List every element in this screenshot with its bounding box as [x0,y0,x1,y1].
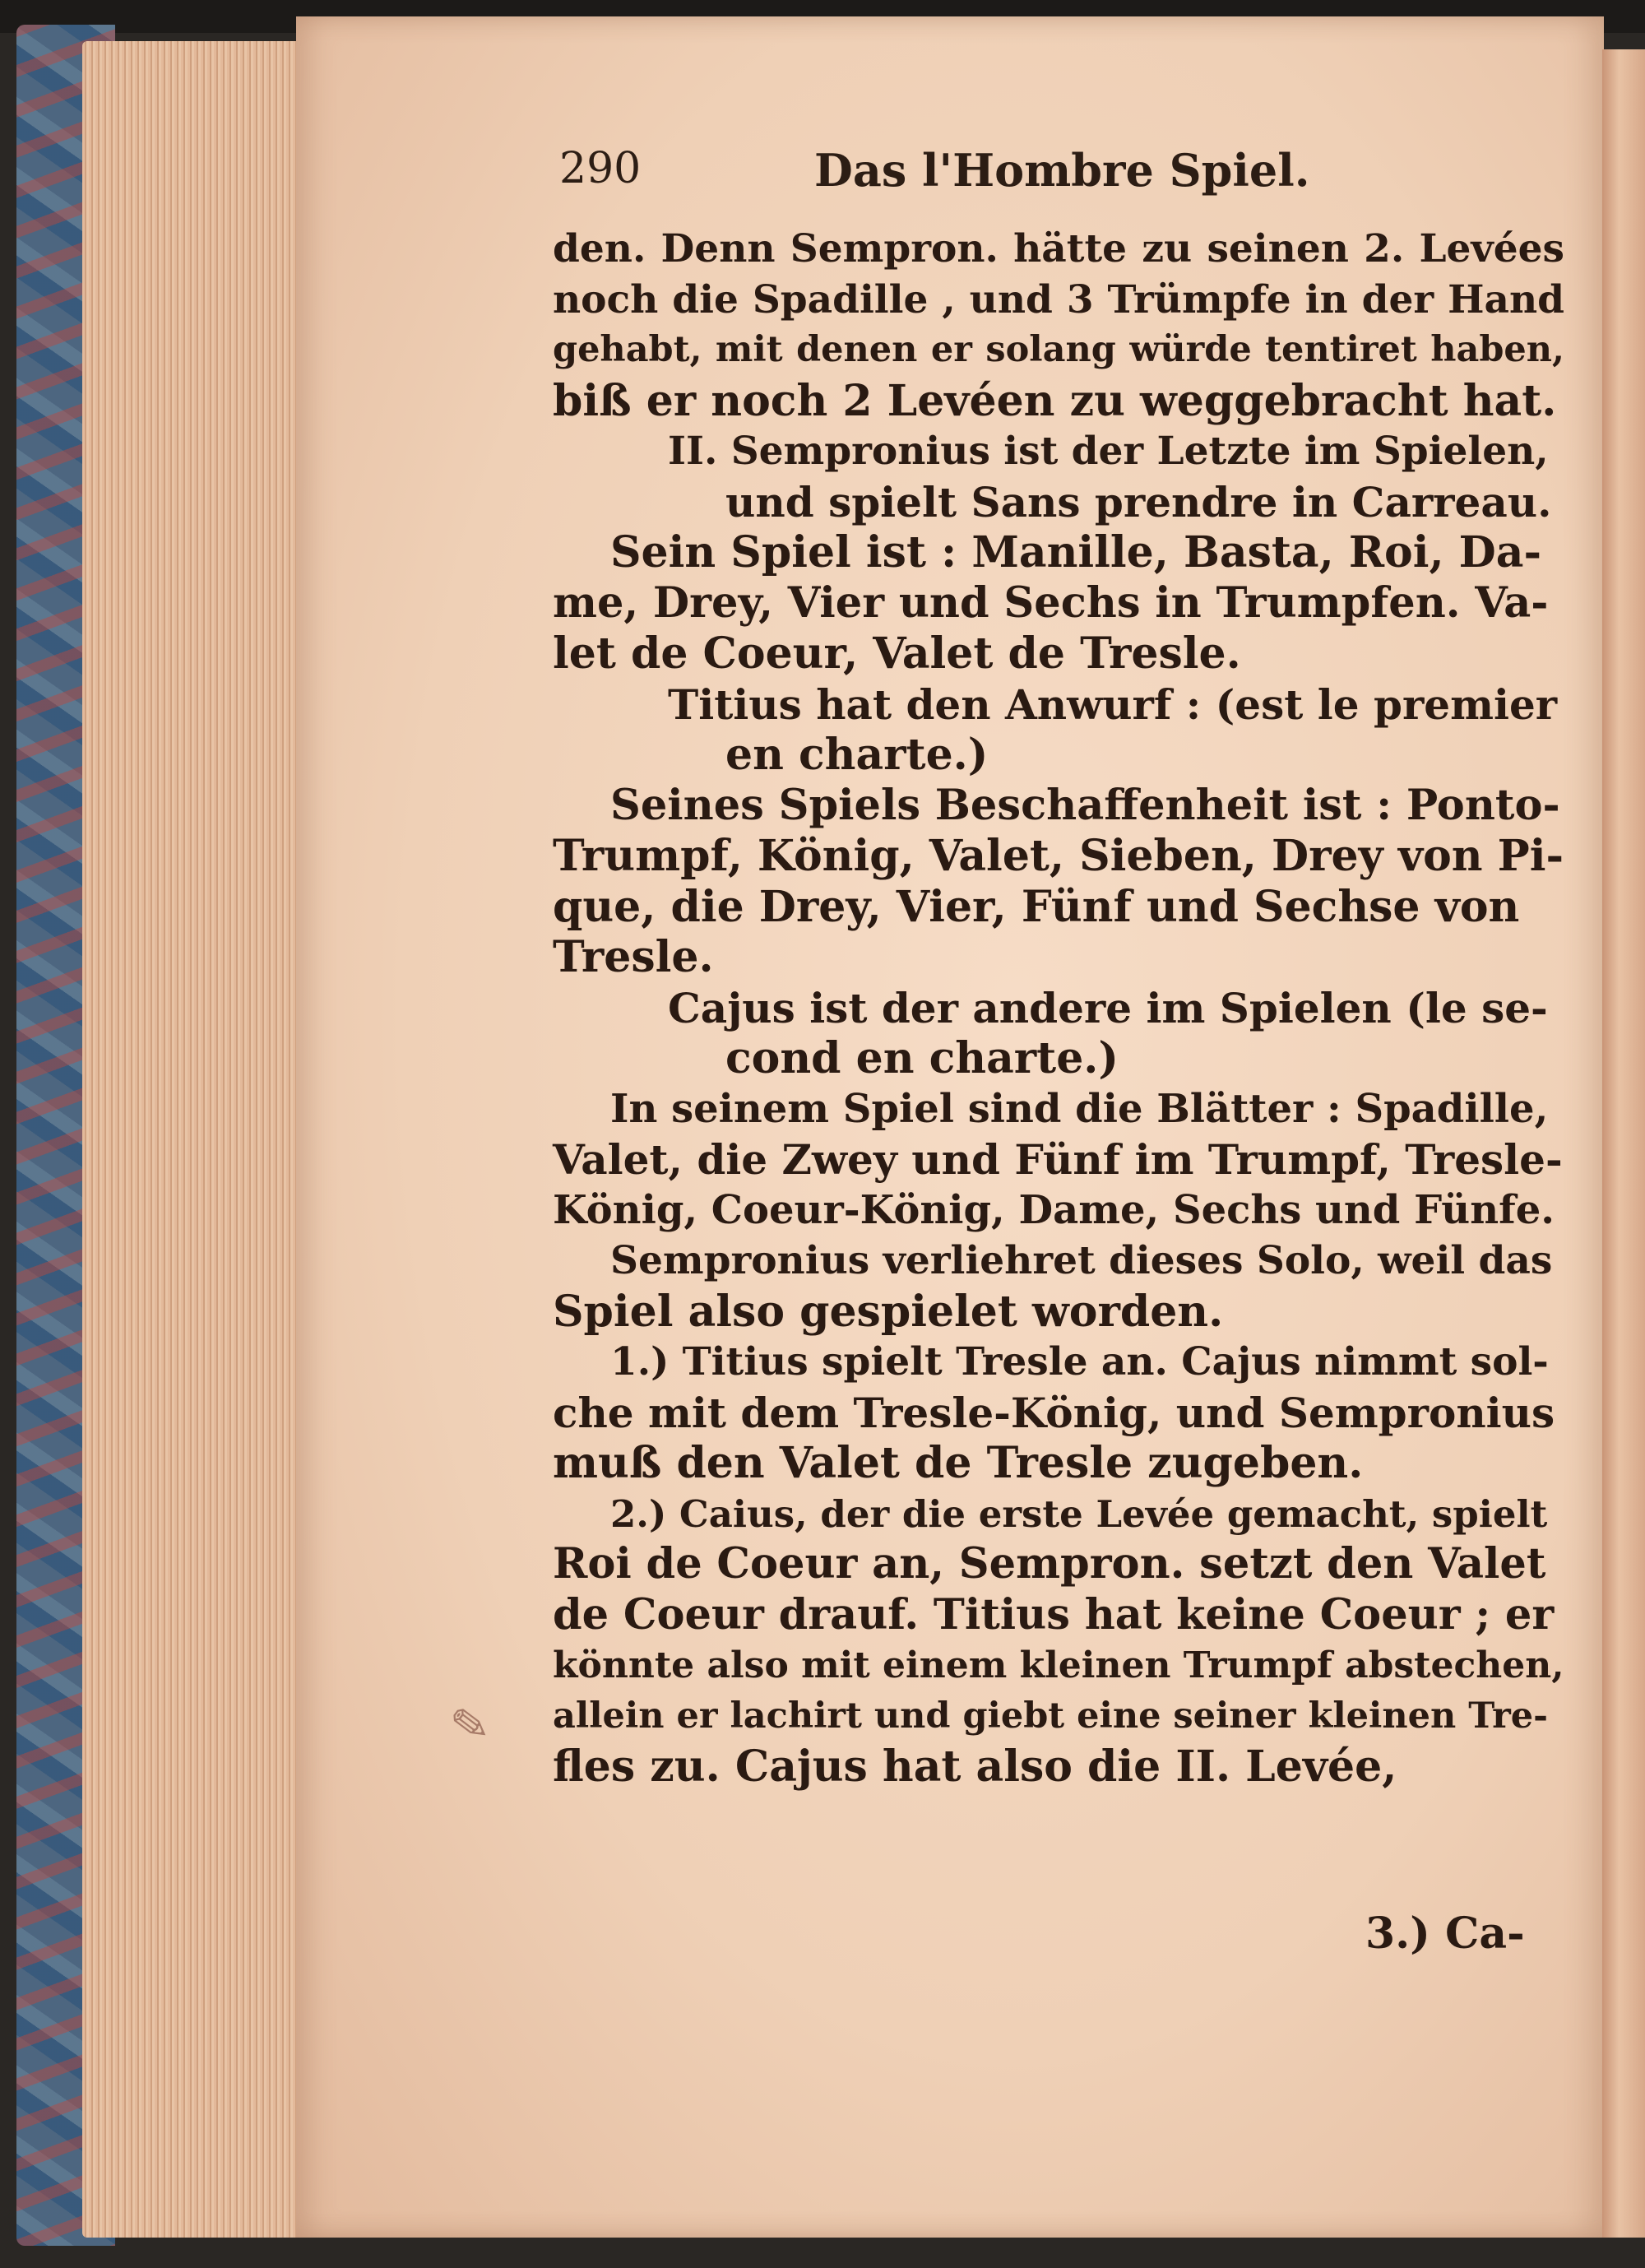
text-line: Sempronius verliehret dieses Solo, weil das [610,1238,1553,1283]
text-line: fles zu. Cajus hat also die II. Levée, [553,1742,1397,1792]
text-line: Titius hat den Anwurf : (est le premier [668,679,1558,729]
text-line: den. Denn Sempron. hätte zu seinen 2. Levées [553,226,1564,271]
page-header [559,144,1341,202]
text-line: en charte.) [725,730,989,780]
text-line: que, die Drey, Vier, Fünf und Sechse von [553,881,1520,932]
text-line: biß er noch 2 Levéen zu weggebracht hat. [553,375,1557,426]
text-line: let de Coeur, Valet de Tresle. [553,628,1241,679]
text-line: me, Drey, Vier und Sechs in Trumpfen. Va- [553,577,1549,628]
running-title: Das l'Hombre Spiel. [814,144,1310,197]
text-line: noch die Spadille , und 3 Trümpfe in der Hand [553,276,1564,322]
text-line: könnte also mit einem kleinen Trumpf abstechen, [553,1644,1564,1686]
text-line: In seinem Spiel sind die Blätter : Spadille, [610,1085,1549,1132]
facing-page-edge [1602,49,1645,2238]
text-line: cond en charte.) [725,1033,1119,1083]
text-line: Seines Spiels Beschaffenheit ist : Ponto- [610,780,1560,830]
text-line: Cajus ist der andere im Spielen (le se- [668,983,1548,1032]
catchword: 3.) Ca- [1365,1909,1525,1959]
text-line: 2.) Caius, der die erste Levée gemacht, spielt [610,1491,1548,1536]
text-line: Trumpf, König, Valet, Sieben, Drey von Pi- [553,831,1564,881]
text-line: König, Coeur-König, Dame, Sechs und Fünfe. [553,1186,1555,1233]
handwritten-mark-icon: ✎ [447,1696,494,1755]
text-line: muß den Valet de Tresle zugeben. [553,1438,1364,1488]
page-block-edges [82,41,313,2238]
text-line: und spielt Sans prendre in Carreau. [725,477,1552,526]
text-line: de Coeur drauf. Titius hat keine Coeur ; er [553,1589,1555,1640]
text-line: Valet, die Zwey und Fünf im Trumpf, Tresle- [553,1135,1563,1184]
body-text [553,224,1564,1793]
text-line: Tresle. [553,932,714,982]
text-line: Roi de Coeur an, Sempron. setzt den Valet [553,1539,1546,1589]
text-line: gehabt, mit denen er solang würde tentiret haben, [553,329,1564,370]
text-line: 1.) Titius spielt Tresle an. Cajus nimmt sol- [610,1339,1549,1384]
text-line: che mit dem Tresle-König, und Sempronius [553,1388,1555,1437]
page-number: 290 [559,144,642,193]
text-line: II. Sempronius ist der Letzte im Spielen, [668,429,1549,474]
text-line: allein er lachirt und giebt eine seiner kleinen Tre- [553,1695,1548,1737]
text-line: Sein Spiel ist : Manille, Basta, Roi, Da- [610,527,1542,577]
text-line: Spiel also gespielet worden. [553,1286,1224,1337]
